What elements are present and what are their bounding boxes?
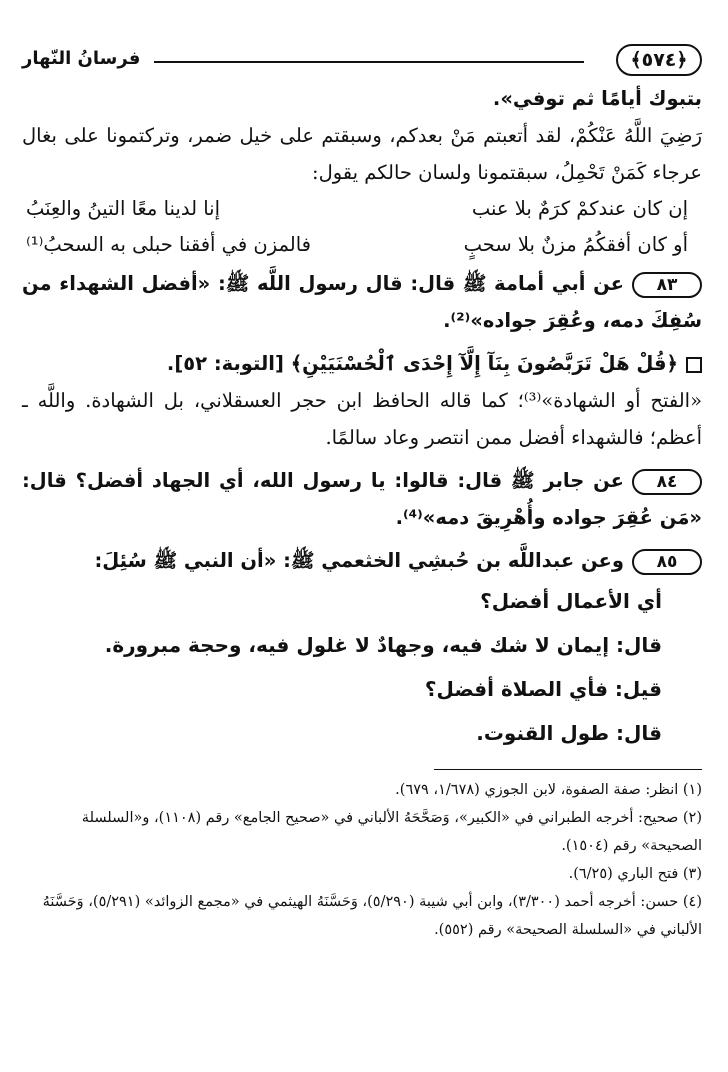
verse-2-first-half: أو كان أفقكُمُ مزنٌ بلا سحبٍ: [463, 233, 688, 256]
poem-verse-1: [22, 191, 702, 227]
qa-line-2: قال: إيمان لا شك فيه، وجهادٌ لا غلول فيه، وحجة مبرورة.: [104, 633, 662, 657]
qa-line-4: قال: طول القنوت.: [476, 721, 662, 745]
verse-2-second-half: فالمزن في أفقنا حبلى به السحبُ⁽¹⁾: [26, 233, 311, 256]
footnote-4: (٤) حسن: أخرجه أحمد (٣/٣٠٠)، وابن أبي شيبة (٥/٢٩٠)، وَحَسَّنَهُ الهيثمي في «مجمع الزوائد» (٥/٢٩١)، وَحَسَّنَهُ الألباني في «السلسلة الصحيحة» رقم (٥٥٢).: [42, 894, 702, 938]
book-title: فرسانُ النّهار: [22, 48, 141, 69]
footnote-3: (٣) فتح الباري (٦/٢٥).: [568, 866, 702, 882]
header-rule: [154, 61, 584, 63]
text-line-1: بتبوك أيامًا ثم توفي».: [492, 87, 702, 110]
quran-ayah: [22, 345, 702, 382]
hadith-number-85: ٨٥: [632, 549, 702, 575]
ayah-text: ﴿قُلْ هَلْ تَرَبَّصُونَ بِنَآ إِلَّآ إِحْدَى ٱلْحُسْنَيَيْنِ﴾ [التوبة: ٥٢].: [166, 352, 678, 375]
hadith-number-83: ٨٣: [632, 272, 702, 298]
hadith-84-text: عن جابر ﷺ قال: قالوا: يا رسول الله، أي الجهاد أفضل؟ قال: «مَن عُقِرَ جواده وأُهْرِيقَ دمه»⁽⁴⁾.: [22, 469, 702, 529]
verse-1-first-half: إن كان عندكمْ كرَمٌ بلا عنب: [471, 197, 688, 220]
footnote-separator: [434, 769, 702, 770]
poem-verse-2: [22, 227, 702, 263]
hadith-85-text: وعن عبداللَّه بن حُبشِي الخثعمي ﷺ: «أن النبي ﷺ سُئِلَ:: [94, 549, 624, 572]
qa-line-1: أي الأعمال أفضل؟: [480, 589, 662, 613]
footnote-2: (٢) صحيح: أخرجه الطبراني في «الكبير»، وَصَحَّحَهُ الألباني في «صحيح الجامع» رقم (١١٠٨)، و«السلسلة الصحيحة» رقم (١٥٠٤).: [81, 810, 702, 854]
hadith-83: [22, 265, 702, 339]
hadith-83-text: عن أبي أمامة ﷺ قال: قال رسول اللَّه ﷺ: «أفضل الشهداء من سُفِكَ دمه، وعُقِرَ جواده»⁽²⁾.: [22, 272, 702, 332]
paragraph-1: رَضِيَ اللَّهُ عَنْكُمْ، لقد أتعبتم مَنْ بعدكم، وسبقتم على خيل ضمر، وتركتمونا على بغال عرجاء كَمَنْ تَحْمِلُ، سبقتمونا ولسان حالكم يقول:: [22, 124, 702, 184]
square-bullet-icon: [686, 357, 702, 373]
footnote-1: (١) انظر: صفة الصفوة، لابن الجوزي (١/٦٧٨، ٦٧٩).: [395, 782, 702, 798]
hadith-85: [22, 542, 702, 579]
verse-1-second-half: إنا لدينا معًا التينُ والعِنَبُ: [26, 197, 220, 220]
paragraph-2: «الفتح أو الشهادة»⁽³⁾؛ كما قاله الحافظ ابن حجر العسقلاني، بل الشهادة. واللَّه ـ أعظم؛ فالشهداء أفضل ممن انتصر وعاد سالمًا.: [22, 389, 703, 449]
hadith-84: [22, 462, 702, 536]
hadith-number-84: ٨٤: [632, 469, 702, 495]
qa-line-3: قيل: فأي الصلاة أفضل؟: [424, 677, 662, 701]
page-header: [22, 40, 702, 80]
page-number: ﴿٥٧٤﴾: [616, 44, 702, 76]
